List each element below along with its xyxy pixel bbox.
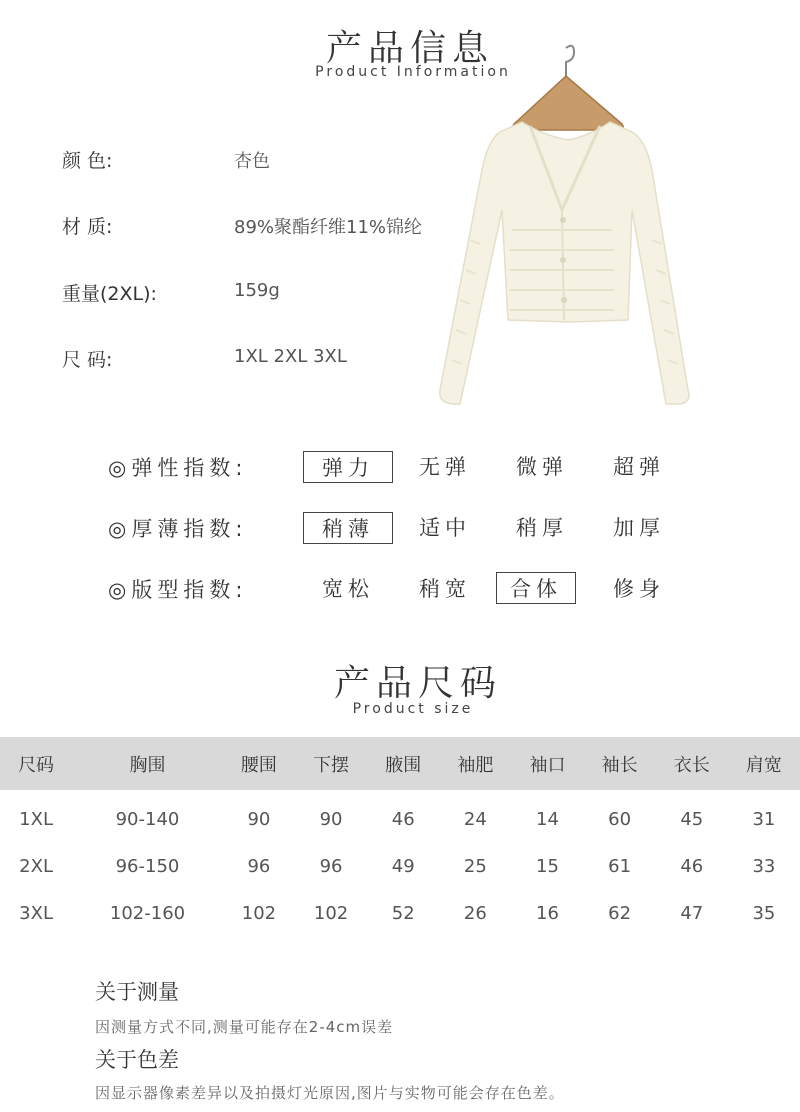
cardigan-body (440, 122, 689, 404)
elasticity-option-super: 超弹 (613, 455, 665, 479)
fit-option-regular: 合体 (496, 572, 576, 604)
table-cell: 35 (752, 903, 776, 924)
hanger-hook (566, 46, 574, 76)
elasticity-option-stretch: 弹力 (303, 451, 393, 483)
table-cell: 96-150 (115, 856, 180, 877)
fit-option-relaxed: 稍宽 (419, 577, 471, 601)
header-chest: 胸围 (72, 737, 223, 790)
color-note-title: 关于色差 (95, 1048, 179, 1072)
table-cell: 33 (752, 856, 776, 877)
color-label: 颜 色: (62, 150, 113, 172)
fit-index-label: ◎版型指数: (108, 578, 248, 602)
size-table (0, 737, 800, 937)
header-sleeve-length: 袖长 (584, 737, 656, 790)
table-cell: 102 (241, 903, 277, 924)
size-label: 尺 码: (62, 349, 113, 371)
thickness-option-thick: 稍厚 (516, 516, 568, 540)
color-note-text: 因显示器像素差异以及拍摄灯光原因,图片与实物可能会存在色差。 (95, 1084, 565, 1102)
table-cell: 96 (319, 856, 343, 877)
product-size-title: 产品尺码 (333, 663, 502, 704)
table-cell: 16 (536, 903, 559, 924)
table-row (0, 843, 800, 890)
table-cell: 31 (752, 809, 776, 830)
size-value: 1XL 2XL 3XL (234, 346, 347, 367)
header-shoulder: 肩宽 (728, 737, 800, 790)
fit-option-loose: 宽松 (322, 577, 374, 601)
size-table-header-row (0, 737, 800, 790)
table-row (0, 790, 800, 843)
header-length: 衣长 (656, 737, 728, 790)
table-cell: 45 (680, 809, 704, 830)
weight-value: 159g (234, 280, 280, 301)
product-size-subtitle: Product size (352, 701, 474, 717)
table-cell: 2XL (19, 856, 53, 877)
table-cell: 90 (319, 809, 343, 830)
table-cell: 49 (391, 856, 415, 877)
table-cell: 47 (680, 903, 704, 924)
thickness-option-extra-thick: 加厚 (613, 516, 665, 540)
table-cell: 61 (608, 856, 632, 877)
elasticity-option-none: 无弹 (419, 455, 471, 479)
header-waist: 腰围 (223, 737, 295, 790)
button-3 (561, 297, 567, 303)
table-cell: 62 (608, 903, 632, 924)
table-cell: 46 (680, 856, 704, 877)
cardigan-product-image (430, 40, 690, 420)
table-cell: 25 (463, 856, 487, 877)
material-value: 89%聚酯纤维11%锦纶 (234, 217, 423, 238)
table-cell: 26 (463, 903, 487, 924)
table-cell: 14 (536, 809, 559, 830)
hanger (513, 76, 624, 130)
product-info-title: 产品信息 (325, 28, 494, 69)
product-info-subtitle: Product Information (315, 64, 511, 80)
table-cell: 96 (247, 856, 271, 877)
elasticity-index-label: ◎弹性指数: (108, 456, 248, 480)
measurement-note-text: 因测量方式不同,测量可能存在2-4cm误差 (95, 1018, 394, 1036)
thickness-option-medium: 适中 (419, 516, 471, 540)
table-cell: 102 (313, 903, 349, 924)
table-cell: 1XL (19, 809, 53, 830)
header-cuff: 袖口 (511, 737, 583, 790)
table-cell: 90-140 (115, 809, 180, 830)
elasticity-option-slight: 微弹 (516, 455, 568, 479)
table-cell: 46 (391, 809, 415, 830)
table-cell: 60 (608, 809, 632, 830)
table-cell: 90 (247, 809, 271, 830)
material-label: 材 质: (62, 216, 113, 238)
header-hem: 下摆 (295, 737, 367, 790)
table-cell: 15 (536, 856, 559, 877)
header-sleeve-width: 袖肥 (439, 737, 511, 790)
table-row (0, 890, 800, 937)
table-cell: 24 (463, 809, 487, 830)
table-cell: 52 (391, 903, 415, 924)
table-cell: 3XL (19, 903, 53, 924)
measurement-note-title: 关于测量 (95, 980, 179, 1004)
table-cell: 102-160 (109, 903, 186, 924)
button-2 (560, 257, 566, 263)
thickness-index-label: ◎厚薄指数: (108, 517, 248, 541)
thickness-option-thin: 稍薄 (303, 512, 393, 544)
color-value: 杏色 (234, 151, 270, 172)
fit-option-slim: 修身 (613, 577, 665, 601)
header-size: 尺码 (0, 737, 72, 790)
header-armpit: 腋围 (367, 737, 439, 790)
button-1 (560, 217, 566, 223)
weight-label: 重量(2XL): (62, 283, 157, 305)
